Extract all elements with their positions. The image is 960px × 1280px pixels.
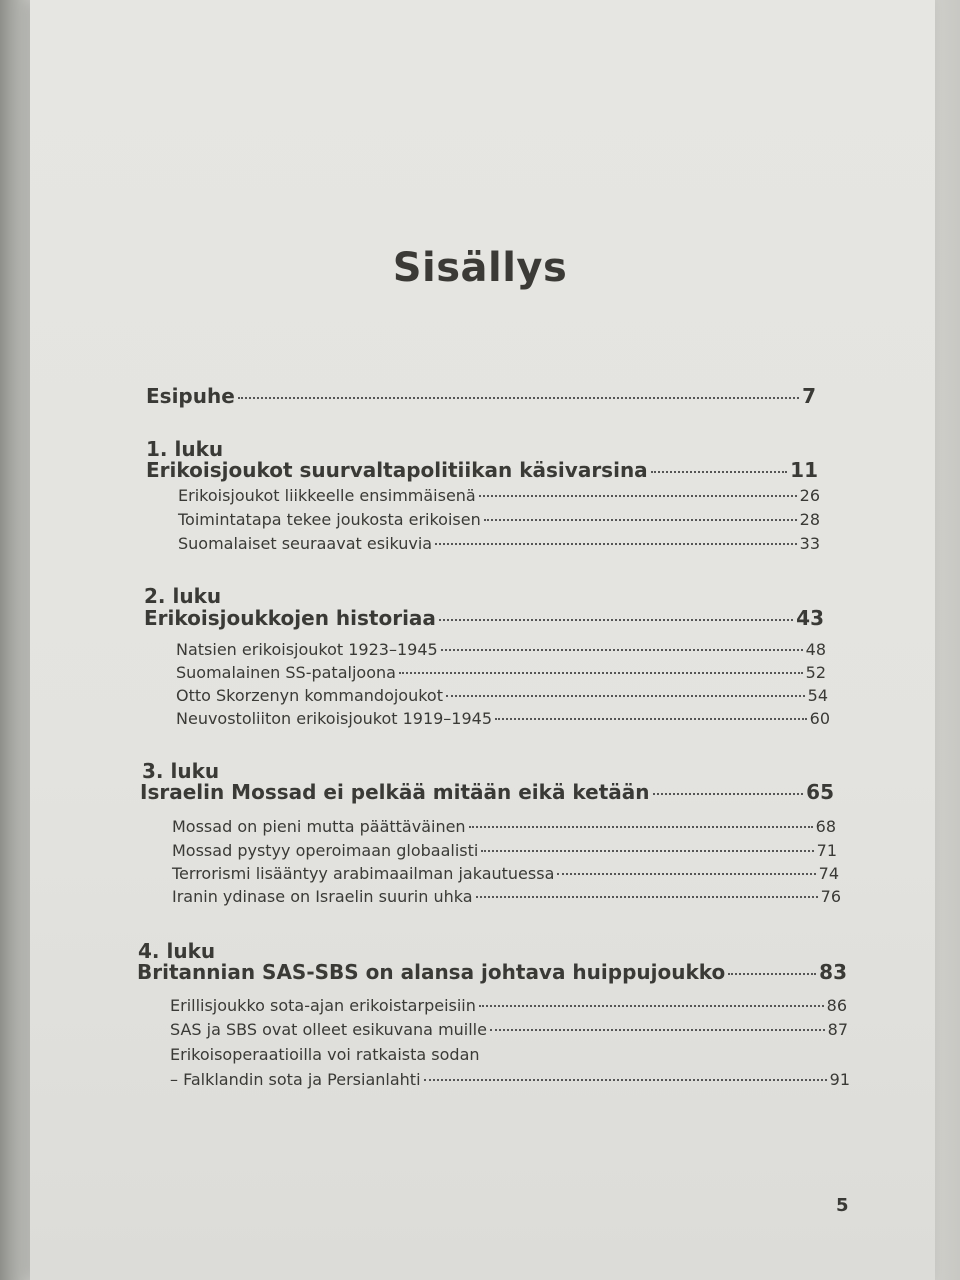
toc-entry [172,864,839,883]
toc-preface-page: 7 [802,384,816,408]
toc-entry [172,887,841,906]
dot-leader [238,397,799,399]
toc-entry [176,686,828,705]
dot-leader [484,519,797,521]
toc-entry-page: 48 [805,640,826,659]
toc-entry [170,1070,850,1089]
toc-entry-page: 76 [820,887,841,906]
toc-entry [178,486,820,505]
chapter-label: 1. luku [146,437,224,461]
toc-entry-page: 74 [818,864,839,883]
chapter-heading [146,458,818,482]
dot-leader [424,1079,827,1081]
dot-leader [479,1005,824,1007]
toc-entry [172,817,836,836]
toc-entry-text: Terrorismi lisääntyy arabimaailman jakautuessa [172,864,555,883]
toc-entry [178,534,820,553]
toc-preface-label: Esipuhe [146,384,235,408]
toc-entry [170,996,847,1015]
dot-leader [439,619,793,621]
chapter-heading [144,606,824,630]
toc-entry-page: 52 [805,663,826,682]
toc-entry-text: Toimintatapa tekee joukosta erikoisen [178,510,481,529]
toc-entry-text: SAS ja SBS ovat olleet esikuvana muille [170,1020,487,1039]
toc-entry-page: 33 [799,534,820,553]
dot-leader [728,973,816,975]
toc-entry-text: Erikoisoperaatioilla voi ratkaista sodan [170,1045,480,1064]
dot-leader [446,695,805,697]
chapter-heading-text: Israelin Mossad ei pelkää mitään eikä ketään [140,780,650,804]
toc-entry [176,709,830,728]
dot-leader [651,471,787,473]
dot-leader [435,543,797,545]
dot-leader [469,826,813,828]
page-number: 5 [836,1195,849,1216]
toc-entry-page: 68 [815,817,836,836]
chapter-label: 3. luku [142,759,220,783]
chapter-heading [140,780,834,804]
toc-entry-page: 71 [816,841,837,860]
toc-entry-page: 54 [807,686,828,705]
toc-entry-text: Suomalaiset seuraavat esikuvia [178,534,433,553]
chapter-heading-text: Erikoisjoukot suurvaltapolitiikan käsivarsina [146,458,648,482]
chapter-heading-page: 83 [819,960,847,984]
toc-entry-text: Mossad pystyy operoimaan globaalisti [172,841,479,860]
dot-leader [479,495,797,497]
chapter-label: 2. luku [144,584,222,608]
toc-entry-text: Suomalainen SS-pataljoona [176,663,396,682]
dot-leader [481,850,813,852]
page-title: Sisällys [392,245,568,291]
toc-entry [172,841,837,860]
dot-leader [399,672,803,674]
toc-entry-text: Otto Skorzenyn kommandojoukot [176,686,443,705]
toc-entry-text: Neuvostoliiton erikoisjoukot 1919–1945 [176,709,493,728]
toc-entry-text: Natsien erikoisjoukot 1923–1945 [176,640,438,659]
toc-entry-page: 86 [826,996,847,1015]
dot-leader [557,873,815,875]
chapter-heading-page: 65 [806,780,834,804]
toc-entry-page: 87 [827,1020,848,1039]
toc-entry [170,1020,848,1039]
toc-entry-page: 26 [799,486,820,505]
toc-entry-page: 91 [829,1070,850,1089]
chapter-heading-text: Britannian SAS-SBS on alansa johtava huippujoukko [137,960,726,984]
dot-leader [495,718,807,720]
toc-entry-text: Erillisjoukko sota-ajan erikoistarpeisiin [170,996,476,1015]
chapter-heading [137,960,847,984]
chapter-label: 4. luku [138,939,216,963]
toc-entry-text: Mossad on pieni mutta päättäväinen [172,817,466,836]
dot-leader [476,896,818,898]
toc-entry-text: Erikoisjoukot liikkeelle ensimmäisenä [178,486,476,505]
toc-entry [176,640,826,659]
chapter-heading-text: Erikoisjoukkojen historiaa [144,606,436,630]
chapter-heading-page: 43 [796,606,824,630]
dot-leader [441,649,803,651]
toc-entry-text: – Falklandin sota ja Persianlahti [170,1070,421,1089]
toc-preface [146,384,816,408]
toc-entry [178,510,820,529]
toc-entry-text: Iranin ydinase on Israelin suurin uhka [172,887,473,906]
dot-leader [653,793,804,795]
toc-entry-page: 28 [799,510,820,529]
toc-entry [176,663,826,682]
dot-leader [490,1029,825,1031]
toc-entry-page: 60 [809,709,830,728]
chapter-heading-page: 11 [790,458,818,482]
